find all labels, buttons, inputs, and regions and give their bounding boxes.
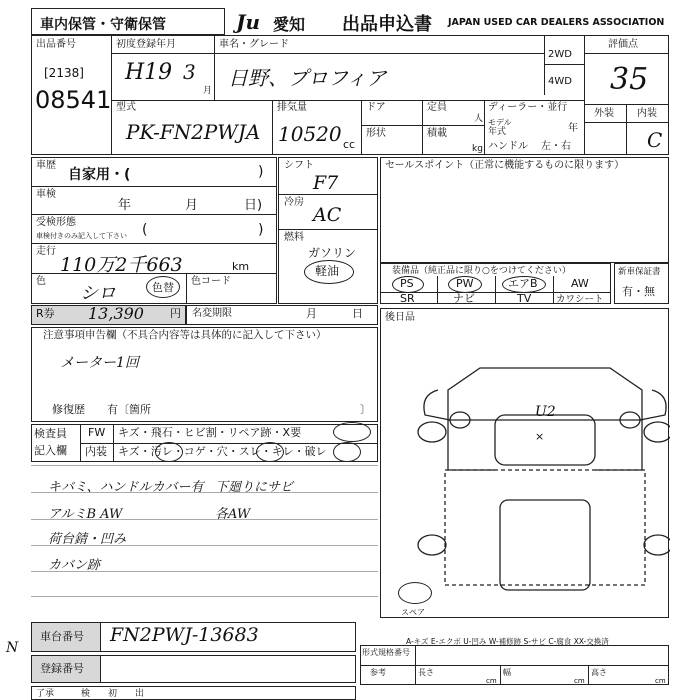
org-name: 愛知	[273, 15, 306, 34]
exterior-label: 外装	[594, 108, 614, 119]
equip-airbag-circle	[502, 276, 546, 293]
damage-legend: A-キズ E-エクボ U-凹み W-補修跡 S-サビ C-腐食 XX-交換済	[406, 637, 609, 646]
fuel-diesel: 軽油	[315, 264, 340, 278]
inspector-label1: 検査員	[34, 427, 67, 440]
inspection-day: 日)	[244, 198, 263, 213]
margin-mark: N	[6, 640, 19, 656]
inspector-note-5: 荷台錆・凹み	[48, 532, 127, 547]
spare-label: スペア	[401, 608, 425, 617]
displacement-unit: cc	[343, 138, 356, 151]
shape-label: 形状	[366, 128, 386, 139]
lot-label: 出品番号	[36, 39, 76, 50]
dealer-line2: モデル	[488, 118, 512, 127]
interior-label: 内装	[637, 108, 657, 119]
r-number-label: R券	[36, 307, 55, 320]
inspector-note-6: カバン跡	[48, 558, 101, 573]
equip-sr: SR	[400, 292, 415, 305]
warranty-value: 有・無	[622, 285, 655, 298]
r-number-unit: 円	[170, 307, 181, 320]
equip-airbag: エアB	[508, 277, 538, 290]
name-change-month: 月	[306, 307, 317, 320]
wheel-front-right	[644, 422, 670, 442]
equip-tv: TV	[517, 292, 532, 305]
equip-navi: ナビ	[453, 292, 475, 305]
color-code-label: 色コード	[191, 276, 231, 287]
lot-number: 08541	[35, 86, 112, 114]
model-label: 車名・グレード	[219, 39, 289, 50]
name-change-day: 日	[352, 307, 363, 320]
storage-tab	[31, 8, 225, 35]
wheel-rear-left	[418, 535, 446, 555]
equip-pw-circle	[448, 276, 482, 293]
inspection-month: 月	[185, 198, 199, 213]
wheel-rear-right	[644, 535, 670, 555]
rating-label: 評価点	[608, 39, 638, 50]
divider	[553, 276, 554, 304]
capacity-unit: 人	[474, 114, 484, 124]
rule	[31, 492, 378, 493]
chassis-label: 車台番号	[40, 630, 84, 643]
divider	[80, 424, 81, 462]
divider	[415, 645, 416, 685]
color-change-circle	[146, 276, 180, 298]
rule	[31, 519, 378, 520]
equip-leather: カワシート	[556, 294, 604, 305]
registration-label: 初度登録年月	[116, 39, 176, 50]
divider	[360, 665, 669, 666]
doors-label: ドア	[366, 102, 386, 113]
repair-label: 修復歴 有〔箇所	[52, 403, 151, 416]
equip-ps-circle	[392, 276, 424, 293]
dims-length-cm: cm	[486, 677, 497, 685]
equip-ps: PS	[400, 277, 414, 290]
inspector-row1: キズ・飛石・ヒビ割・リペア跡・X要	[118, 426, 302, 439]
equip-pw: PW	[456, 277, 474, 290]
drive-2wd: 2WD	[548, 49, 572, 60]
dims-height: 高さ	[591, 668, 607, 677]
displacement-value: 10520	[278, 122, 342, 146]
reception-close: )	[258, 222, 264, 238]
ju-logo	[236, 10, 272, 34]
drive-4wd: 4WD	[548, 76, 572, 87]
dims-width-cm: cm	[574, 677, 585, 685]
fuel-gasoline: ガソリン	[308, 246, 357, 260]
divider	[214, 35, 215, 100]
inspector-note-1: キバミ、ハンドルカバー有	[48, 480, 204, 495]
divider	[584, 53, 669, 54]
divider	[111, 53, 544, 54]
r-number-value: 13,390	[88, 304, 144, 323]
registration-year: H19	[125, 60, 173, 85]
inspector-note-3: アルミB AW	[48, 507, 123, 522]
dealer-line1: ディーラー・並行	[488, 102, 568, 113]
dims-shape-label: 形式規格番号	[362, 648, 410, 657]
replace-needed-circle	[333, 422, 371, 442]
form-title: 出品申込書	[342, 14, 432, 35]
name-change-label: 名変期限	[192, 308, 232, 319]
reg-number-label: 登録番号	[40, 662, 84, 675]
notes-line1: メーター1回	[60, 355, 139, 371]
dealer-year-unit: 年	[568, 123, 578, 134]
divider	[626, 104, 627, 155]
org-english: JAPAN USED CAR DEALERS ASSOCIATION	[448, 17, 665, 28]
ju-logo-text: Ju	[236, 10, 261, 34]
inspection-label: 車検	[36, 189, 56, 200]
divider	[113, 424, 114, 462]
inspection-year: 年	[118, 198, 132, 213]
bottom-row-label: 了承 検 初 出	[36, 689, 145, 699]
ac-value: AC	[313, 204, 342, 226]
cargo-center	[500, 500, 590, 590]
divider	[437, 276, 438, 304]
cargo-bed	[445, 470, 645, 585]
diagram-x: ×	[535, 430, 545, 443]
history-value: 自家用・(	[68, 167, 131, 183]
rule	[31, 465, 378, 466]
divider	[484, 100, 485, 155]
divider	[544, 35, 545, 95]
divider	[80, 443, 378, 444]
divider	[495, 276, 496, 304]
divider	[500, 665, 501, 685]
wear-circle	[256, 442, 284, 462]
vehicle-diagram	[410, 360, 670, 620]
divider	[544, 64, 584, 65]
stain-circle	[155, 442, 183, 462]
inspector-note-2: 下廻りにサビ	[215, 480, 294, 495]
left-mirror	[424, 390, 450, 420]
divider	[278, 229, 378, 230]
diagram-mark: U2	[535, 404, 556, 420]
inspector-row2: キズ・汚レ・コゲ・穴・スレ・キレ・破レ	[118, 445, 327, 458]
dealer-handle-value: 左・右	[541, 141, 571, 152]
sales-point-frame	[380, 157, 669, 263]
color-label: 色	[36, 276, 46, 287]
type-label: 型式	[116, 102, 136, 113]
dims-width: 幅	[503, 668, 511, 677]
spare-tire	[398, 582, 432, 604]
inspector-note-4: 各AW	[215, 507, 251, 522]
registration-month: 3	[183, 60, 196, 84]
lot-bracket: [2138]	[44, 66, 84, 80]
fuel-label: 燃料	[284, 232, 304, 243]
sales-point-label: セールスポイント（正常に機能するものに限ります）	[385, 160, 625, 171]
dealer-handle-label: ハンドル	[488, 141, 528, 152]
mileage-label: 走行	[36, 246, 56, 257]
repair-close: 〕	[360, 403, 371, 416]
history-label: 車歴	[36, 160, 56, 171]
equipment-label: 装備品（純正品に限り○をつけてください）	[392, 266, 571, 276]
tear-circle	[333, 442, 361, 462]
interior-value: C	[647, 128, 663, 152]
after-items-label: 後日品	[385, 312, 415, 323]
chassis-value: FN2PWJ-13683	[110, 624, 259, 646]
reception-label: 受検形態	[36, 217, 76, 228]
divider	[588, 665, 589, 685]
ac-label: 冷房	[284, 197, 304, 208]
cab-roof	[495, 415, 595, 465]
divider	[111, 100, 584, 101]
load-unit: kg	[472, 144, 483, 154]
type-value: PK-FN2PWJA	[126, 120, 261, 144]
divider	[31, 214, 277, 215]
divider	[186, 273, 187, 304]
rule	[31, 571, 378, 572]
notes-label: 注意事項申告欄（不具合内容等は具体的に記入して下さい）	[43, 329, 327, 341]
divider	[31, 243, 277, 244]
right-mirror	[640, 390, 666, 420]
equip-aw: AW	[571, 277, 589, 290]
color-value: シロ	[80, 283, 116, 304]
inspector-fw: FW	[88, 426, 106, 439]
mileage-value: 110万2千663	[60, 254, 183, 276]
inspector-label2: 記入欄	[34, 444, 67, 457]
warranty-label: 新車保証書	[618, 267, 661, 277]
dealer-line3: 年式	[488, 127, 507, 137]
dims-height-cm: cm	[655, 677, 666, 685]
shift-value: F7	[313, 172, 339, 194]
displacement-label: 排気量	[277, 102, 307, 113]
registration-month-unit: 月	[203, 86, 213, 96]
divider	[278, 194, 378, 195]
storage-tab-label: 車内保管・守衛保管	[40, 17, 166, 33]
rule	[31, 596, 378, 597]
model-value: 日野、プロフィア	[228, 66, 387, 90]
dims-length: 長さ	[418, 668, 434, 677]
rule	[31, 545, 378, 546]
dims-ref: 参考	[370, 668, 386, 677]
shift-label: シフト	[284, 160, 314, 171]
reception-open: (	[142, 222, 148, 238]
color-change: 色替	[152, 281, 174, 294]
capacity-label: 定員	[427, 102, 447, 113]
rating-value: 35	[610, 62, 649, 97]
inspector-interior: 内装	[85, 445, 107, 458]
reception-note: 車検付きのみ記入して下さい	[36, 232, 127, 240]
divider	[272, 100, 273, 155]
history-close: )	[258, 164, 264, 180]
divider	[361, 100, 362, 155]
fuel-diesel-circle	[304, 260, 354, 284]
divider	[422, 100, 423, 155]
mileage-unit: km	[232, 260, 250, 273]
wheel-front-left	[418, 422, 446, 442]
divider	[31, 186, 277, 187]
load-label: 積載	[427, 128, 447, 139]
